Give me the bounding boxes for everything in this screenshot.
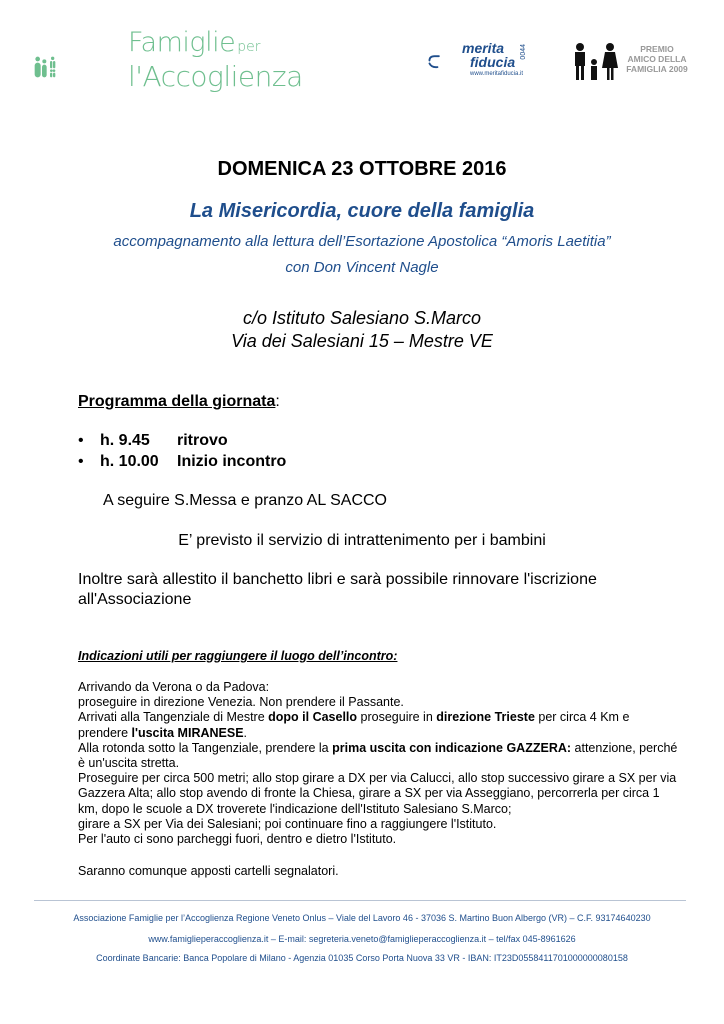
footer-bank: Coordinate Bancarie: Banca Popolare di Milano - Agenzia 01035 Corso Porta Nuova 33 VR - IBAN: IT23D0558411701000000080158: [96, 953, 628, 963]
logo-per: per: [237, 39, 261, 55]
text-run-bold: dopo il Casello: [268, 710, 358, 725]
directions-heading: Indicazioni utili per raggiungere il luogo dell’incontro:: [78, 649, 398, 663]
program-label: ritrovo: [177, 432, 228, 449]
text-run-bold: prima uscita con indicazione GAZZERA:: [332, 740, 572, 755]
merita-line1: merita: [462, 40, 505, 56]
premio-line2: AMICO DELLA: [627, 54, 687, 64]
directions-line: Proseguire per circa 500 metri; allo stop girare a DX per via Calucci, allo stop successivo girare a SX per via Gazzera Alta; allo stop avendo di fronte la Chiesa, girare a SX per via Asseggiano, percorrerla per circa 1 km, dopo le scuole a DX troverete l'indicazione dell'Istituto Salesiano S.Marco;: [78, 771, 677, 816]
logo-line2: l'Accoglienza: [128, 60, 303, 93]
venue-line1: c/o Istituto Salesiano S.Marco: [242, 308, 482, 328]
text-run-bold: l'uscita MIRANESE: [131, 725, 244, 740]
merita-number: 0044: [520, 44, 527, 60]
directions-closing: Saranno comunque apposti cartelli segnalatori.: [78, 864, 339, 878]
footer-divider: [34, 900, 686, 901]
program-after: A seguire S.Messa e pranzo AL SACCO: [103, 492, 387, 509]
program-heading-text: Programma della giornata: [78, 393, 276, 410]
family-figures-icon: [572, 42, 620, 82]
program-time: h. 10.00: [100, 453, 159, 470]
merita-line2: fiducia: [470, 54, 516, 70]
event-title: La Misericordia, cuore della famiglia: [189, 200, 535, 222]
program-kids: E’ previsto il servizio di intrattenimento per i bambini: [178, 532, 546, 549]
directions-line: girare a SX per Via dei Salesiani; poi continuare fino a raggiungere l'Istituto.: [78, 816, 497, 831]
directions-body: [78, 680, 678, 847]
logo-line1: Famiglie: [128, 27, 236, 58]
text-run: .: [243, 725, 248, 740]
program-books: Inoltre sarà allestito il banchetto libri e sarà possibile rinnovare l'iscrizione all'Associazione: [78, 571, 597, 608]
text-run-bold: direzione Trieste: [436, 710, 535, 725]
bullet-icon: •: [78, 432, 84, 449]
famiglie-accoglienza-logo: [34, 32, 124, 104]
directions-line: Per l'auto ci sono parcheggi fuori, dentro e dietro l'Istituto.: [78, 832, 397, 847]
event-subtitle: accompagnamento alla lettura dell’Esortazione Apostolica “Amoris Laetitia”: [113, 233, 611, 250]
footer-contacts: www.famiglieperaccoglienza.it – E-mail: segreteria.veneto@famiglieperaccoglienza.it – tel/fax 045-8961626: [148, 934, 576, 944]
premio-badge: [622, 44, 692, 74]
program-heading: Programma della giornata:: [78, 393, 280, 410]
program-label: Inizio incontro: [177, 453, 287, 470]
premio-line3: FAMIGLIA 2009: [626, 64, 688, 74]
bullet-icon: •: [78, 453, 84, 470]
merita-url: www.meritafiducia.it: [470, 71, 524, 77]
directions-line: [78, 741, 678, 771]
venue-line2: Via dei Salesiani 15 – Mestre VE: [231, 331, 493, 351]
program-item: [78, 432, 228, 450]
text-run: per circa 4 Km e prendere: [78, 710, 630, 740]
directions-line: [78, 710, 678, 740]
text-run: proseguire in: [357, 710, 437, 725]
directions-line: proseguire in direzione Venezia. Non prendere il Passante.: [78, 695, 404, 710]
program-time: h. 9.45: [100, 432, 150, 449]
directions-line: Arrivando da Verona o da Padova:: [78, 680, 270, 694]
logo-wordmark: [128, 28, 303, 92]
event-date: DOMENICA 23 OTTOBRE 2016: [217, 158, 507, 180]
text-run: attenzione, perché è un'uscita stretta.: [78, 740, 678, 771]
text-run: Alla rotonda sotto la Tangenziale, prendere la: [78, 740, 333, 755]
text-run: Arrivati alla Tangenziale di Mestre: [78, 710, 269, 725]
program-item: [78, 453, 286, 471]
premio-line1: PREMIO: [640, 44, 674, 54]
event-speaker: con Don Vincent Nagle: [285, 259, 439, 276]
footer-address: Associazione Famiglie per l’Accoglienza Regione Veneto Onlus – Viale del Lavoro 46 - 37036 S. Martino Buon Albergo (VR) – C.F. 93174640230: [73, 913, 651, 923]
